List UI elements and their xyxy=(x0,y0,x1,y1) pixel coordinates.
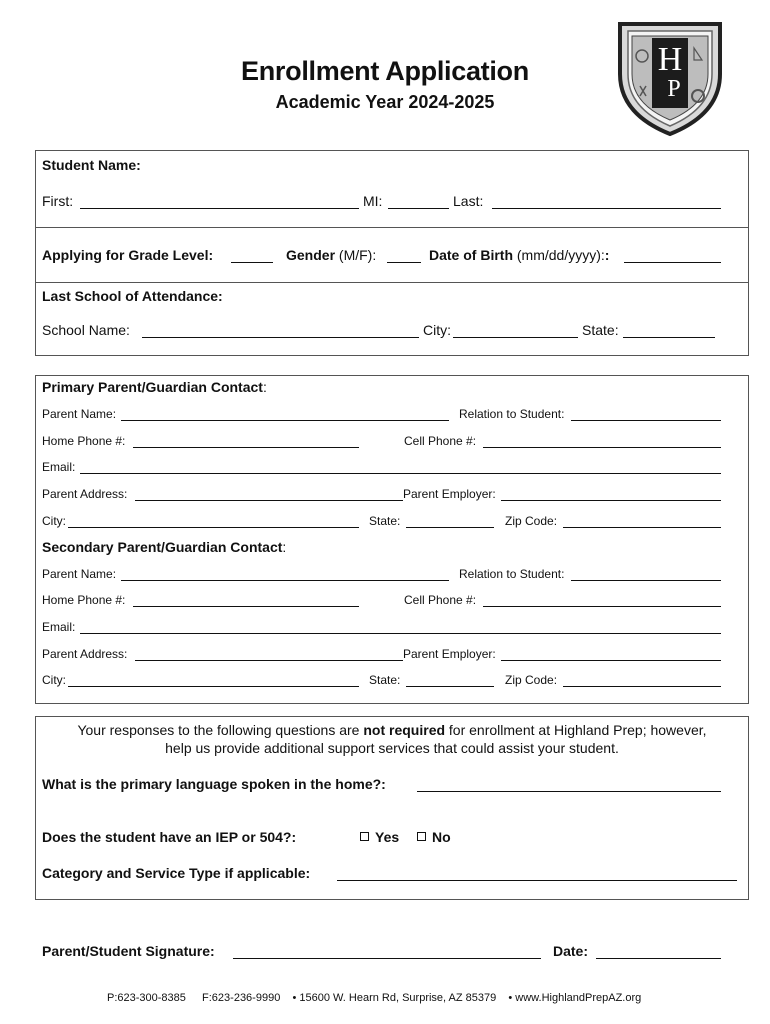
secondary-address-label: Parent Address: xyxy=(42,647,128,661)
secondary-city-label: City: xyxy=(42,673,66,687)
primary-zip-field[interactable] xyxy=(563,527,721,528)
footer-phone: P:623-300-8385 xyxy=(107,992,186,1004)
secondary-email-field[interactable] xyxy=(80,633,721,634)
primary-state-label: State: xyxy=(369,514,401,528)
school-crest-logo xyxy=(612,14,728,138)
iep-no-option[interactable]: No xyxy=(417,829,451,845)
signature-label: Parent/Student Signature: xyxy=(42,943,215,959)
primary-relation-field[interactable] xyxy=(571,420,721,421)
yes-checkbox[interactable] xyxy=(360,832,369,841)
primary-contact-heading: Primary Parent/Guardian Contact: xyxy=(42,379,267,395)
primary-language-field[interactable] xyxy=(417,791,721,792)
school-name-label: School Name: xyxy=(42,322,130,338)
dob-label-rest: (mm/dd/yyyy): xyxy=(513,247,605,263)
category-service-field[interactable] xyxy=(337,880,737,881)
gender-label-bold: Gender xyxy=(286,247,336,263)
secondary-relation-label: Relation to Student: xyxy=(459,567,565,581)
primary-email-label: Email: xyxy=(42,460,76,474)
secondary-home-phone-field[interactable] xyxy=(133,606,359,607)
last-name-field[interactable] xyxy=(492,208,721,209)
primary-state-field[interactable] xyxy=(406,527,494,528)
dob-label-bold: Date of Birth xyxy=(429,247,513,263)
signature-date-field[interactable] xyxy=(596,958,721,959)
secondary-cell-phone-label: Cell Phone #: xyxy=(404,593,477,607)
page-title: Enrollment Application xyxy=(241,56,529,86)
secondary-address-field[interactable] xyxy=(135,660,403,661)
primary-address-label: Parent Address: xyxy=(42,487,128,501)
first-name-label: First: xyxy=(42,193,74,209)
last-name-label: Last: xyxy=(453,193,484,209)
student-name-heading: Student Name: xyxy=(42,157,141,173)
iep-yes-option[interactable]: Yes xyxy=(360,829,399,845)
grade-level-label: Applying for Grade Level: xyxy=(42,247,214,263)
optional-intro-line1: Your responses to the following questions are not required for enrollment at Highland Prep; however, xyxy=(77,722,707,738)
school-state-field[interactable] xyxy=(623,337,715,338)
primary-home-phone-field[interactable] xyxy=(133,447,359,448)
primary-city-label: City: xyxy=(42,514,66,528)
secondary-employer-field[interactable] xyxy=(501,660,721,661)
primary-cell-phone-label: Cell Phone #: xyxy=(404,434,477,448)
primary-parent-name-field[interactable] xyxy=(121,420,449,421)
svg-text:H: H xyxy=(657,41,683,78)
svg-text:P: P xyxy=(667,76,681,102)
footer-bullet: • xyxy=(292,992,297,1004)
section-divider xyxy=(35,227,749,228)
footer-bullet: • xyxy=(508,992,513,1004)
primary-employer-label: Parent Employer: xyxy=(403,487,496,501)
primary-language-question: What is the primary language spoken in the home?: xyxy=(42,776,386,792)
grade-level-field[interactable] xyxy=(231,262,273,263)
secondary-home-phone-label: Home Phone #: xyxy=(42,593,126,607)
school-state-label: State: xyxy=(582,322,619,338)
primary-cell-phone-field[interactable] xyxy=(483,447,721,448)
secondary-relation-field[interactable] xyxy=(571,580,721,581)
school-name-field[interactable] xyxy=(142,337,419,338)
primary-relation-label: Relation to Student: xyxy=(459,407,565,421)
iep-504-question: Does the student have an IEP or 504?: xyxy=(42,829,297,845)
secondary-city-field[interactable] xyxy=(68,686,359,687)
middle-initial-field[interactable] xyxy=(388,208,449,209)
middle-initial-label: MI: xyxy=(363,193,383,209)
first-name-field[interactable] xyxy=(80,208,359,209)
secondary-cell-phone-field[interactable] xyxy=(483,606,721,607)
secondary-zip-field[interactable] xyxy=(563,686,721,687)
category-service-question: Category and Service Type if applicable: xyxy=(42,865,311,881)
primary-address-field[interactable] xyxy=(135,500,403,501)
gender-label-rest: (M/F): xyxy=(335,247,377,263)
secondary-parent-name-field[interactable] xyxy=(121,580,449,581)
secondary-email-label: Email: xyxy=(42,620,76,634)
footer-website[interactable]: www.HighlandPrepAZ.org xyxy=(515,992,642,1004)
primary-zip-label: Zip Code: xyxy=(505,514,558,528)
signature-field[interactable] xyxy=(233,958,541,959)
primary-home-phone-label: Home Phone #: xyxy=(42,434,126,448)
school-city-field[interactable] xyxy=(453,337,578,338)
secondary-zip-label: Zip Code: xyxy=(505,673,558,687)
date-of-birth-field[interactable] xyxy=(624,262,721,263)
gender-label xyxy=(286,247,376,263)
signature-date-label: Date: xyxy=(553,943,589,959)
footer-fax: F:623-236-9990 xyxy=(202,992,281,1004)
school-city-label: City: xyxy=(423,322,451,338)
no-checkbox[interactable] xyxy=(417,832,426,841)
section-divider xyxy=(35,282,749,283)
secondary-state-field[interactable] xyxy=(406,686,494,687)
secondary-state-label: State: xyxy=(369,673,401,687)
page-subtitle: Academic Year 2024-2025 xyxy=(275,92,495,112)
primary-parent-name-label: Parent Name: xyxy=(42,407,117,421)
optional-intro-line2: help us provide additional support services that could assist your student. xyxy=(165,740,619,756)
last-school-heading: Last School of Attendance: xyxy=(42,288,223,304)
secondary-contact-heading: Secondary Parent/Guardian Contact: xyxy=(42,539,287,555)
secondary-parent-name-label: Parent Name: xyxy=(42,567,117,581)
footer-address: 15600 W. Hearn Rd, Surprise, AZ 85379 xyxy=(299,992,497,1004)
secondary-employer-label: Parent Employer: xyxy=(403,647,496,661)
date-of-birth-label: Date of Birth (mm/dd/yyyy):: xyxy=(429,247,610,263)
footer-contact-info xyxy=(107,992,641,1004)
primary-city-field[interactable] xyxy=(68,527,359,528)
primary-email-field[interactable] xyxy=(80,473,721,474)
primary-employer-field[interactable] xyxy=(501,500,721,501)
gender-field[interactable] xyxy=(387,262,421,263)
